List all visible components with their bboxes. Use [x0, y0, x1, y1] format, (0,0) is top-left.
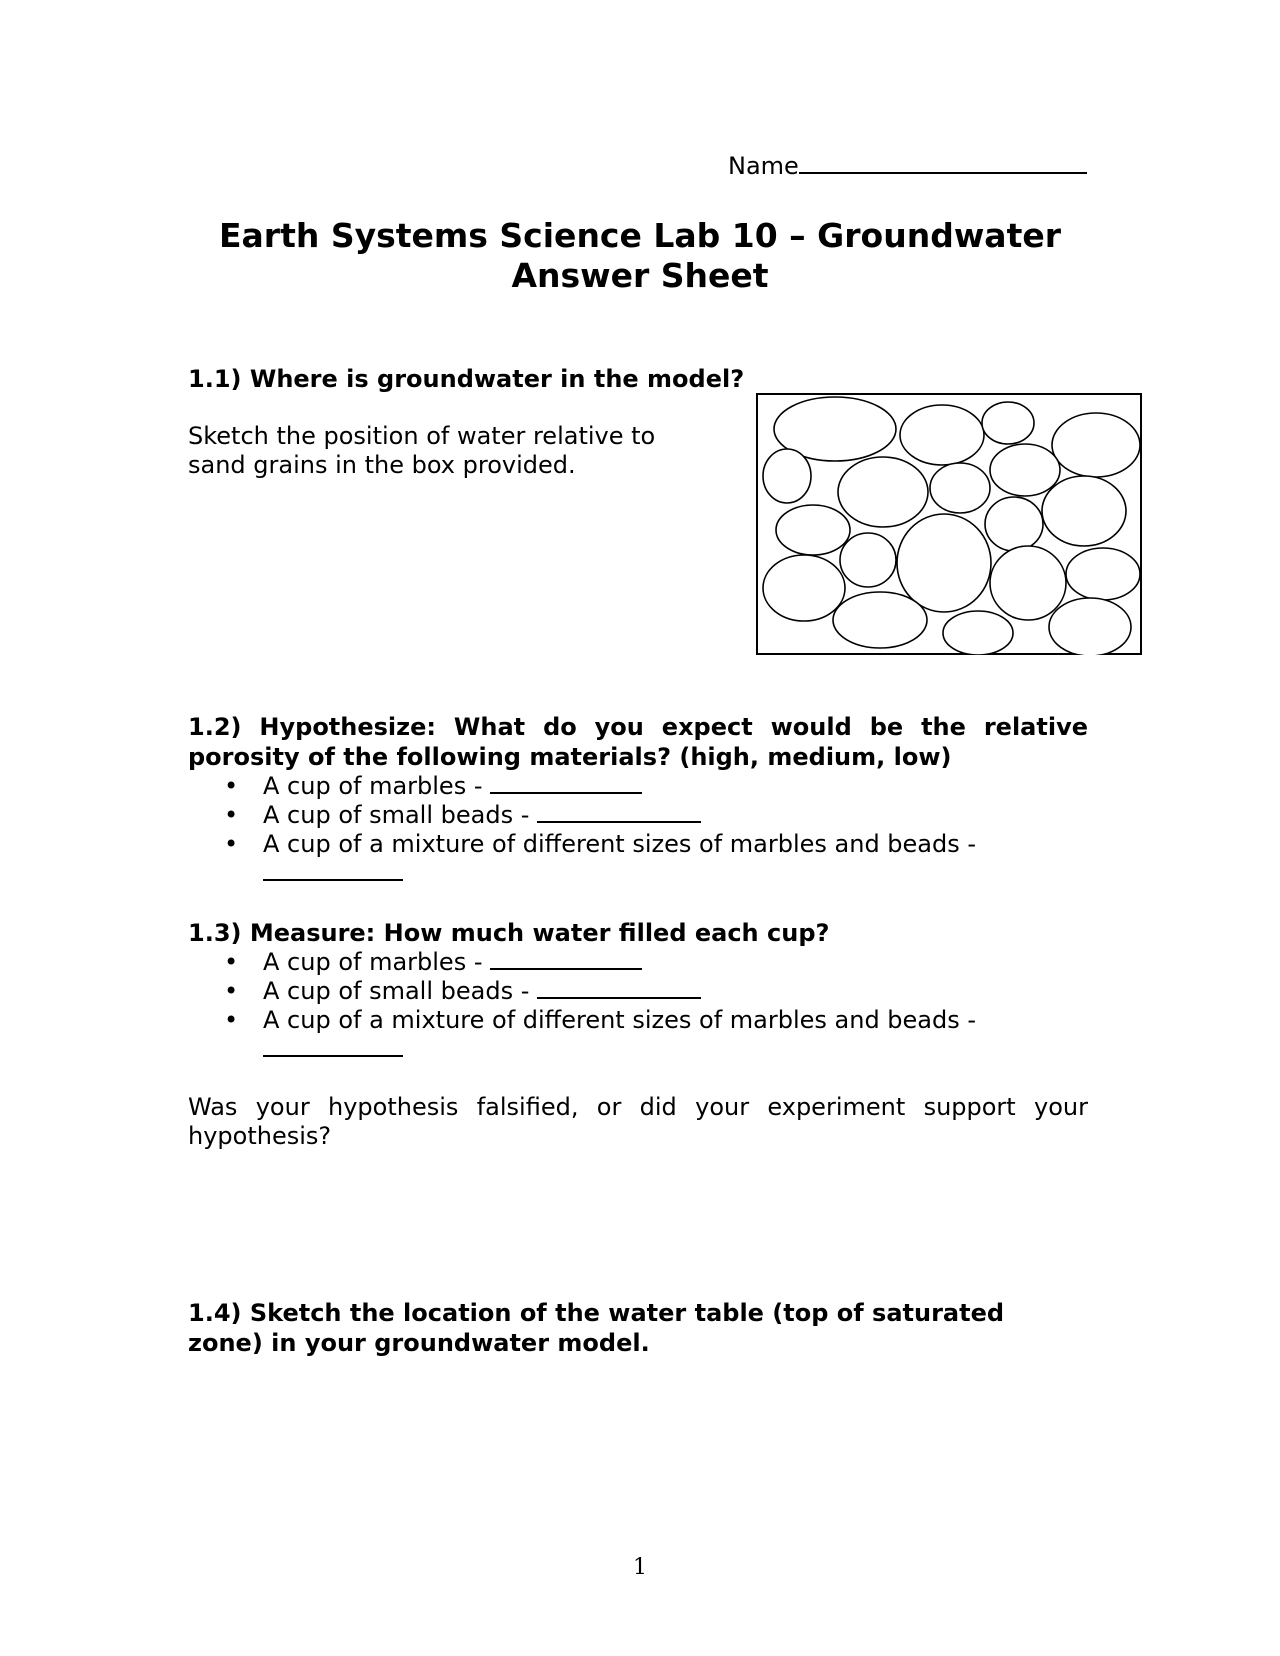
sand-grain [763, 449, 811, 503]
q1-3-heading: 1.3) Measure: How much water filled each cup? [188, 919, 830, 947]
sand-grains-sketch-box[interactable] [756, 393, 1142, 655]
list-item [188, 977, 1088, 1006]
q1-3-followup-line-1: Was your hypothesis falsified, or did your experiment support your [188, 1093, 1088, 1121]
q1-4-heading-line-2: zone) in your groundwater model. [188, 1329, 650, 1357]
bullet-icon: • [224, 801, 239, 829]
bullet-icon: • [224, 772, 239, 800]
list-item [188, 948, 1088, 977]
answer-blank[interactable] [537, 977, 701, 999]
list-item-text: A cup of a mixture of different sizes of marbles and beads - [263, 1006, 977, 1034]
answer-blank[interactable] [490, 772, 642, 794]
sand-grain [897, 514, 991, 612]
sand-grain [943, 611, 1013, 655]
q1-4-heading-line-1: 1.4) Sketch the location of the water table (top of saturated [188, 1299, 1005, 1327]
sand-grain [985, 497, 1043, 551]
bullet-icon: • [224, 948, 239, 976]
list-item [188, 830, 1088, 859]
bullet-icon: • [224, 1006, 239, 1034]
list-item-text: A cup of small beads - [263, 977, 537, 1005]
answer-blank[interactable] [537, 801, 701, 823]
sand-grain [1049, 598, 1131, 655]
list-item [188, 801, 1088, 830]
sand-grain [1042, 476, 1126, 546]
answer-blank[interactable] [263, 859, 403, 881]
title-line-1: Earth Systems Science Lab 10 – Groundwater [218, 216, 1061, 255]
sand-grain [900, 405, 984, 465]
page-number: 1 [633, 1555, 647, 1580]
sand-grain [833, 592, 927, 648]
sand-grain [990, 444, 1060, 496]
page-title [140, 216, 1140, 296]
sand-grain [930, 463, 990, 513]
sand-grain [763, 555, 845, 621]
sand-grain [1052, 413, 1140, 477]
bullet-icon: • [224, 830, 239, 858]
list-item [188, 772, 1088, 801]
q1-3-list [188, 948, 1088, 1064]
q1-1-instruction [188, 422, 655, 480]
name-label: Name [728, 152, 799, 180]
answer-blank[interactable] [490, 948, 642, 970]
q1-1-instruction-line-2: sand grains in the box provided. [188, 451, 576, 479]
sand-grain [840, 533, 896, 587]
name-field [728, 150, 1087, 180]
sand-grain [776, 505, 850, 555]
q1-4-heading [188, 1298, 1004, 1358]
list-item-text: A cup of marbles - [263, 772, 491, 800]
title-line-2: Answer Sheet [511, 256, 769, 295]
bullet-icon: • [224, 977, 239, 1005]
q1-2-heading-line-1: 1.2) Hypothesize: What do you expect would be the relative [188, 713, 1088, 741]
q1-2-list [188, 772, 1088, 888]
q1-2-heading-line-2: porosity of the following materials? (high, medium, low) [188, 743, 952, 771]
sand-grain [990, 546, 1066, 620]
name-blank-line[interactable] [799, 150, 1087, 174]
q1-1-heading: 1.1) Where is groundwater in the model? [188, 365, 745, 393]
sand-grain [838, 457, 928, 527]
list-item [188, 1006, 1088, 1035]
list-item-text: A cup of a mixture of different sizes of marbles and beads - [263, 830, 977, 858]
list-item-text: A cup of small beads - [263, 801, 537, 829]
sand-grain [982, 402, 1034, 444]
q1-3-followup-line-2: hypothesis? [188, 1122, 332, 1150]
sand-grain [1066, 548, 1140, 600]
list-item-text: A cup of marbles - [263, 948, 491, 976]
q1-1-instruction-line-1: Sketch the position of water relative to [188, 422, 656, 450]
answer-blank[interactable] [263, 1035, 403, 1057]
